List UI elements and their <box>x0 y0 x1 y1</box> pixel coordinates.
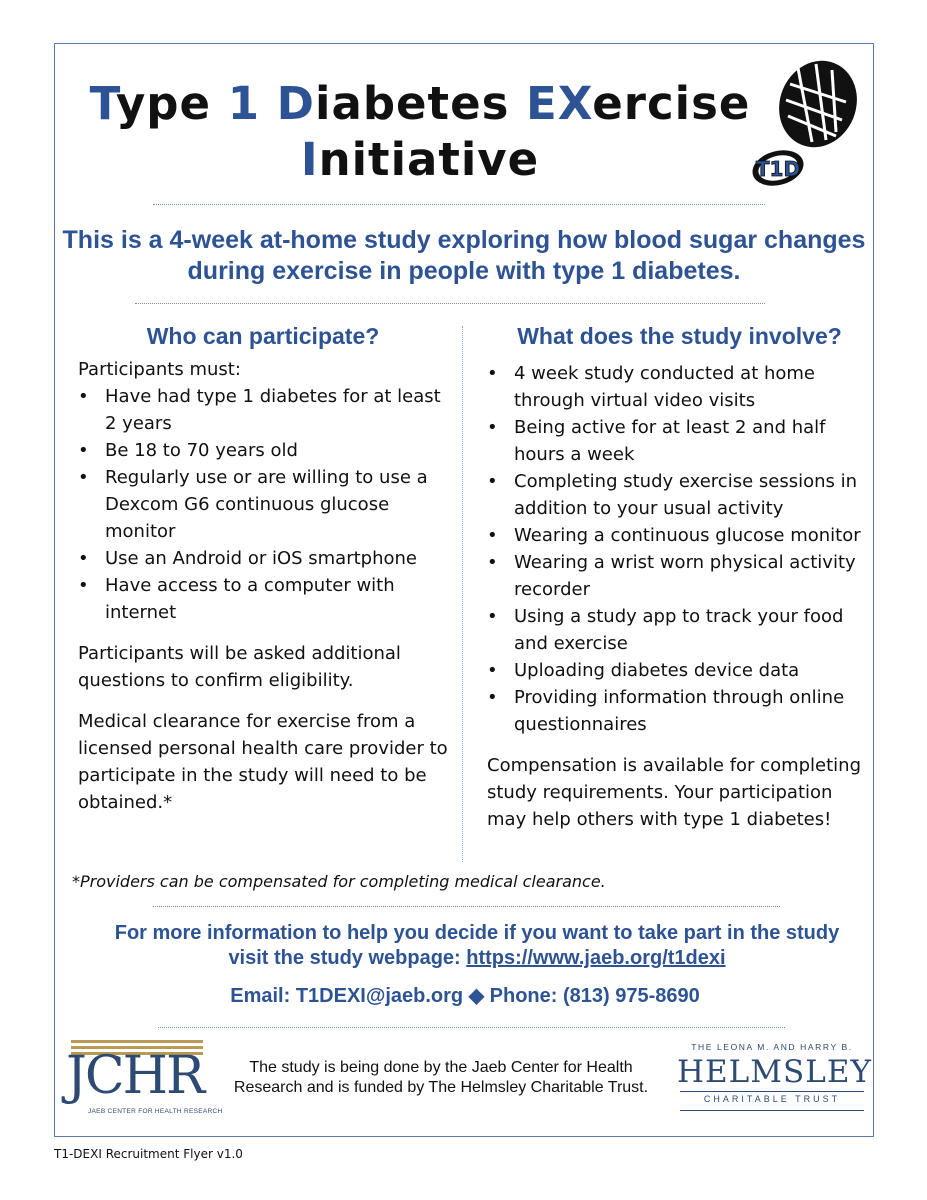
title-letter: T <box>89 77 116 130</box>
study-webpage-link[interactable]: https://www.jaeb.org/t1dexi <box>466 947 726 969</box>
list-item: • 4 week study conducted at home through virtual video visits <box>487 360 872 414</box>
title-text: nitiative <box>318 133 540 186</box>
shoe-logo-text: T1D <box>755 157 801 181</box>
shoe-print-logo-icon <box>750 56 860 188</box>
title-text <box>260 77 277 130</box>
list-item: • Completing study exercise sessions in addition to your usual activity <box>487 468 872 522</box>
jchr-logo-subtitle: JAEB CENTER FOR HEALTH RESEARCH <box>88 1108 223 1115</box>
list-item: • Wearing a wrist worn physical activity recorder <box>487 549 872 603</box>
title-text: ercise <box>592 77 751 130</box>
column-divider <box>462 326 463 862</box>
list-item: • Be 18 to 70 years old <box>78 437 448 464</box>
contact-info: Email: T1DEXI@jaeb.org ◆ Phone: (813) 975-8690 <box>230 985 700 1007</box>
list-item: • Use an Android or iOS smartphone <box>78 545 448 572</box>
eligibility-lead: Participants must: <box>78 359 241 380</box>
funder-statement: The study is being done by the Jaeb Center for Health Research and is funded by The Helmsley Charitable Trust. <box>233 1059 649 1096</box>
divider-rule <box>158 1027 785 1028</box>
involvement-heading: What does the study involve? <box>517 323 842 349</box>
list-item: • Uploading diabetes device data <box>487 657 872 684</box>
title-text: iabetes <box>315 77 527 130</box>
study-involvement-column <box>487 320 872 833</box>
eligibility-list <box>78 383 448 626</box>
jchr-logo-text: JCHR <box>66 1046 204 1106</box>
title-letter: 1 <box>227 77 260 130</box>
helmsley-logo-rule <box>680 1091 864 1092</box>
eligibility-note: Participants will be asked additional questions to confirm eligibility. <box>78 643 401 691</box>
list-item: • Have access to a computer with internet <box>78 572 448 626</box>
list-item: • Being active for at least 2 and half hours a week <box>487 414 872 468</box>
divider-rule <box>153 906 780 907</box>
list-item: • Wearing a continuous glucose monitor <box>487 522 872 549</box>
title-text: ype <box>115 77 228 130</box>
involvement-list <box>487 360 872 738</box>
divider-rule <box>153 204 765 205</box>
compensation-note: Compensation is available for completing study requirements. Your participation may help others with type 1 diabetes! <box>487 755 862 830</box>
divider-rule <box>135 303 765 304</box>
eligibility-heading: Who can participate? <box>146 323 380 349</box>
helmsley-logo-name: HELMSLEY <box>677 1054 872 1090</box>
flyer-version: T1-DEXI Recruitment Flyer v1.0 <box>54 1147 243 1161</box>
helmsley-logo-bottom: CHARITABLE TRUST <box>703 1094 841 1104</box>
title-letter: D <box>276 77 316 130</box>
list-item: • Regularly use or are willing to use a Dexcom G6 continuous glucose monitor <box>78 464 448 545</box>
flyer-title <box>0 76 840 188</box>
title-line-1 <box>0 76 840 132</box>
more-info-line: For more information to help you decide if you want to take part in the study <box>114 922 840 944</box>
helmsley-logo-rule <box>680 1110 864 1111</box>
list-item: • Have had type 1 diabetes for at least 2 years <box>78 383 448 437</box>
eligibility-column <box>78 320 448 816</box>
more-info <box>54 921 900 971</box>
provider-footnote: *Providers can be compensated for completing medical clearance. <box>72 872 606 891</box>
list-item: • Using a study app to track your food and exercise <box>487 603 872 657</box>
helmsley-logo-top: THE LEONA M. AND HARRY B. <box>691 1042 853 1052</box>
more-info-prefix: visit the study webpage: <box>228 947 467 969</box>
medical-clearance-note: Medical clearance for exercise from a licensed personal health care provider to participate in the study will need to be obtained.* <box>78 711 448 813</box>
title-letter: I <box>300 133 319 186</box>
title-letter: EX <box>526 77 593 130</box>
list-item: • Providing information through online questionnaires <box>487 684 872 738</box>
title-line-2 <box>0 132 840 188</box>
study-intro: This is a 4-week at-home study exploring how blood sugar changes during exercise in people with type 1 diabetes. <box>62 226 866 285</box>
more-info-line <box>54 946 900 971</box>
